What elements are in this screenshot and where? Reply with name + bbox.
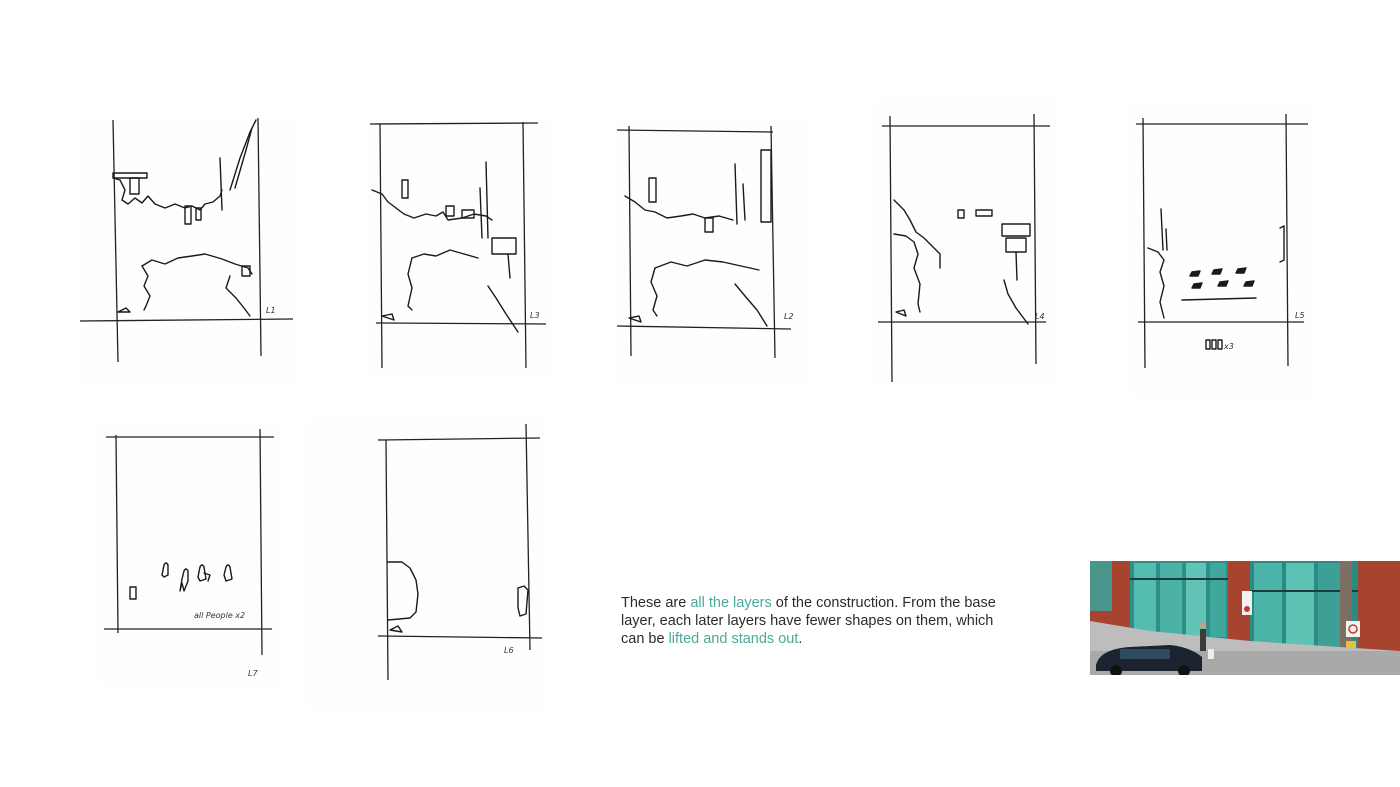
layer-sketch-4 <box>876 98 1056 383</box>
street-reference-photo <box>1090 561 1400 675</box>
layer-1-drawing <box>80 118 295 380</box>
caption-text-1: These are <box>621 595 691 611</box>
layer-4-drawing <box>876 98 1056 383</box>
layer-3-drawing <box>615 120 810 382</box>
layer-sketch-1 <box>80 118 295 380</box>
layer-5-drawing <box>1130 104 1312 396</box>
layer-label: L1 <box>266 306 276 315</box>
layer-sketch-7 <box>100 425 280 685</box>
layer-label: L7 <box>248 669 258 678</box>
caption-text-3: . <box>798 631 803 647</box>
caption-text-2: of the construction. From the base layer, each later layers have fewer shapes on them, which can be <box>621 595 996 647</box>
layer-label: L2 <box>784 312 794 321</box>
layer-6-drawing <box>308 418 544 710</box>
layer-sketch-3 <box>615 120 810 382</box>
layer-7-note: all People x2 <box>194 611 246 620</box>
layer-label: L4 <box>1035 312 1045 321</box>
layer-sketch-2 <box>368 118 548 376</box>
layer-label: L5 <box>1295 311 1305 320</box>
layer-5-note: x3 <box>1224 342 1234 351</box>
caption-highlight-lifted: lifted and stands out <box>668 631 799 647</box>
layer-sketch-6 <box>308 418 544 710</box>
layer-2-drawing <box>368 118 548 376</box>
layer-label: L6 <box>504 646 514 655</box>
layer-7-drawing <box>100 425 280 685</box>
caption-highlight-layers: all the layers <box>690 595 772 611</box>
layer-sketch-5 <box>1130 104 1312 396</box>
layer-label: L3 <box>530 311 540 320</box>
layers-caption <box>621 594 1001 648</box>
